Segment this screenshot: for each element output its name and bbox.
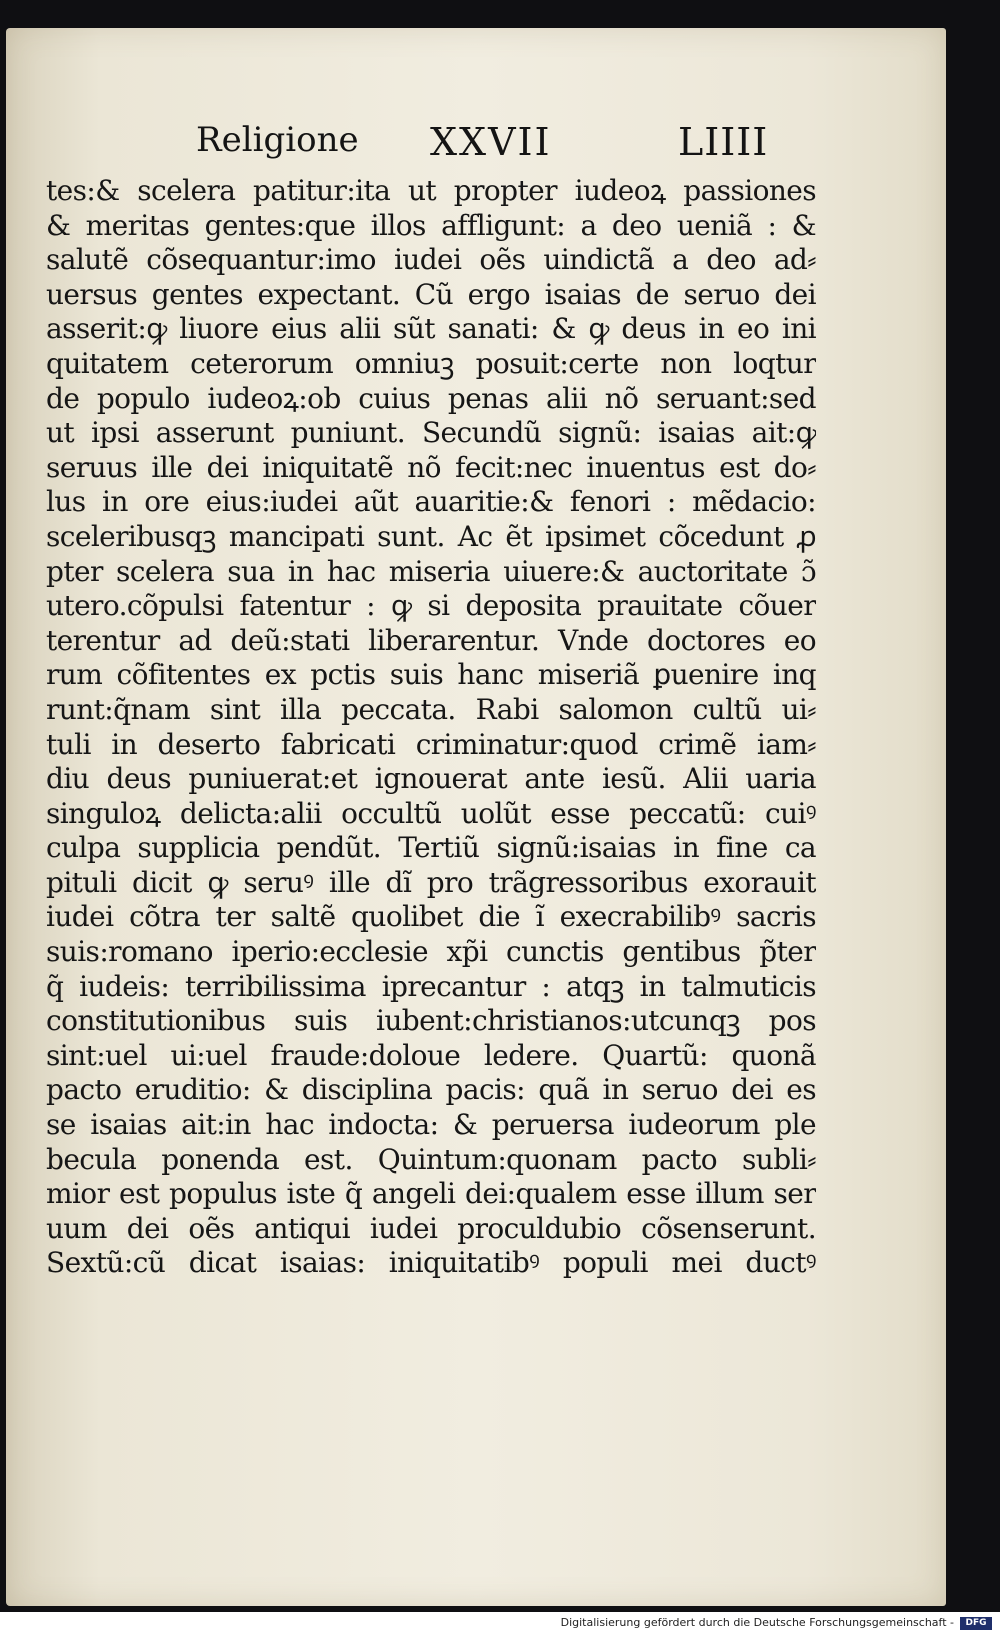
text-line: q̃ iudeis: terribilissima iprecantur : atqꝫ in talmuticis <box>46 969 816 1003</box>
text-line: lus in ore eius:iudei aũt auaritie:& fenori : mẽdacio: <box>46 485 816 519</box>
text-line: becula ponenda est. Quintum:quonam pacto subli⸗ <box>46 1142 816 1176</box>
text-line: tes:& scelera patitur:ita ut propter iudeoꝝ passiones <box>46 174 816 207</box>
digitization-footer <box>0 1612 1000 1636</box>
text-line: iudei cõtra ter saltẽ quolibet die ĩ execrabilibꝰ sacris <box>46 900 816 934</box>
text-line: rum cõfitentes ex pctis suis hanc miseriã ꝑuenire inq <box>46 658 816 692</box>
text-line: pter scelera sua in hac miseria uiuere:& auctoritate ɔ̃ <box>46 554 816 588</box>
text-line: & meritas gentes:que illos affligunt: a deo ueniã : & <box>46 208 816 242</box>
text-line: seruus ille dei iniquitatẽ nõ fecit:nec inuentus est do⸗ <box>46 450 816 484</box>
text-line: pacto eruditio: & disciplina pacis: quã in seruo dei es <box>46 1073 816 1107</box>
text-line: uersus gentes expectant. Cũ ergo isaias de seruo dei <box>46 277 816 311</box>
text-line: Sextũ:cũ dicat isaias: iniquitatibꝰ populi mei ductꝰ <box>46 1246 816 1280</box>
text-line: culpa supplicia pendũt. Tertiũ signũ:isaias in fine ca <box>46 831 816 865</box>
folio-number: LIIII <box>678 120 769 164</box>
text-line: utero.cõpulsi fatentur : ꝙ si deposita prauitate cõuer <box>46 589 816 623</box>
text-line: de populo iudeoꝝ:ob cuius penas alii nõ seruant:sed <box>46 381 816 415</box>
text-line: uum dei oẽs antiqui iudei proculdubio cõsenserunt. <box>46 1211 816 1245</box>
text-line: terentur ad deũ:stati liberarentur. Vnde doctores eo <box>46 623 816 657</box>
text-line: sceleribusqꝫ mancipati sunt. Ac ẽt ipsimet cõcedunt ꝓ <box>46 519 816 553</box>
text-line: diu deus puniuerat:et ignouerat ante iesũ. Alii uaria <box>46 762 816 796</box>
book-page <box>6 28 946 1606</box>
text-line: singuloꝝ delicta:alii occultũ uolũt esse peccatũ: cuiꝰ <box>46 796 816 830</box>
text-line: asserit:ꝙ liuore eius alii sũt sanati: & ꝙ deus in eo ini <box>46 312 816 346</box>
running-head-title: Religione <box>196 120 359 160</box>
dfg-logo: DFG <box>960 1617 992 1630</box>
text-line: salutẽ cõsequantur:imo iudei oẽs uindictã a deo ad⸗ <box>46 243 816 277</box>
body-text <box>46 174 816 1281</box>
text-line: suis:romano iperio:ecclesie xp̃i cunctis gentibus p̃ter <box>46 935 816 969</box>
text-line: ut ipsi asserunt puniunt. Secundũ signũ: isaias ait:ꝙ <box>46 416 816 450</box>
text-line: tuli in deserto fabricati criminatur:quod crimẽ iam⸗ <box>46 727 816 761</box>
text-line: quitatem ceterorum omniuꝫ posuit:certe non loqtur <box>46 346 816 380</box>
text-line: sint:uel ui:uel fraude:doloue ledere. Quartũ: quonã <box>46 1038 816 1072</box>
text-line: pituli dicit ꝙ seruꝰ ille dĩ pro trãgressoribus exorauit <box>46 865 816 899</box>
running-head <box>6 120 946 180</box>
text-line: mior est populus iste q̃ angeli dei:qualem esse illum ser <box>46 1177 816 1211</box>
text-line: runt:q̃nam sint illa peccata. Rabi salomon cultũ ui⸗ <box>46 692 816 726</box>
text-line: constitutionibus suis iubent:christianos:utcunqꝫ pos <box>46 1004 816 1038</box>
dfg-credit: Digitalisierung gefördert durch die Deutsche Forschungsgemeinschaft - <box>560 1616 954 1629</box>
running-head-chapter: XXVII <box>430 120 552 164</box>
text-line: se isaias ait:in hac indocta: & peruersa iudeorum ple <box>46 1108 816 1142</box>
